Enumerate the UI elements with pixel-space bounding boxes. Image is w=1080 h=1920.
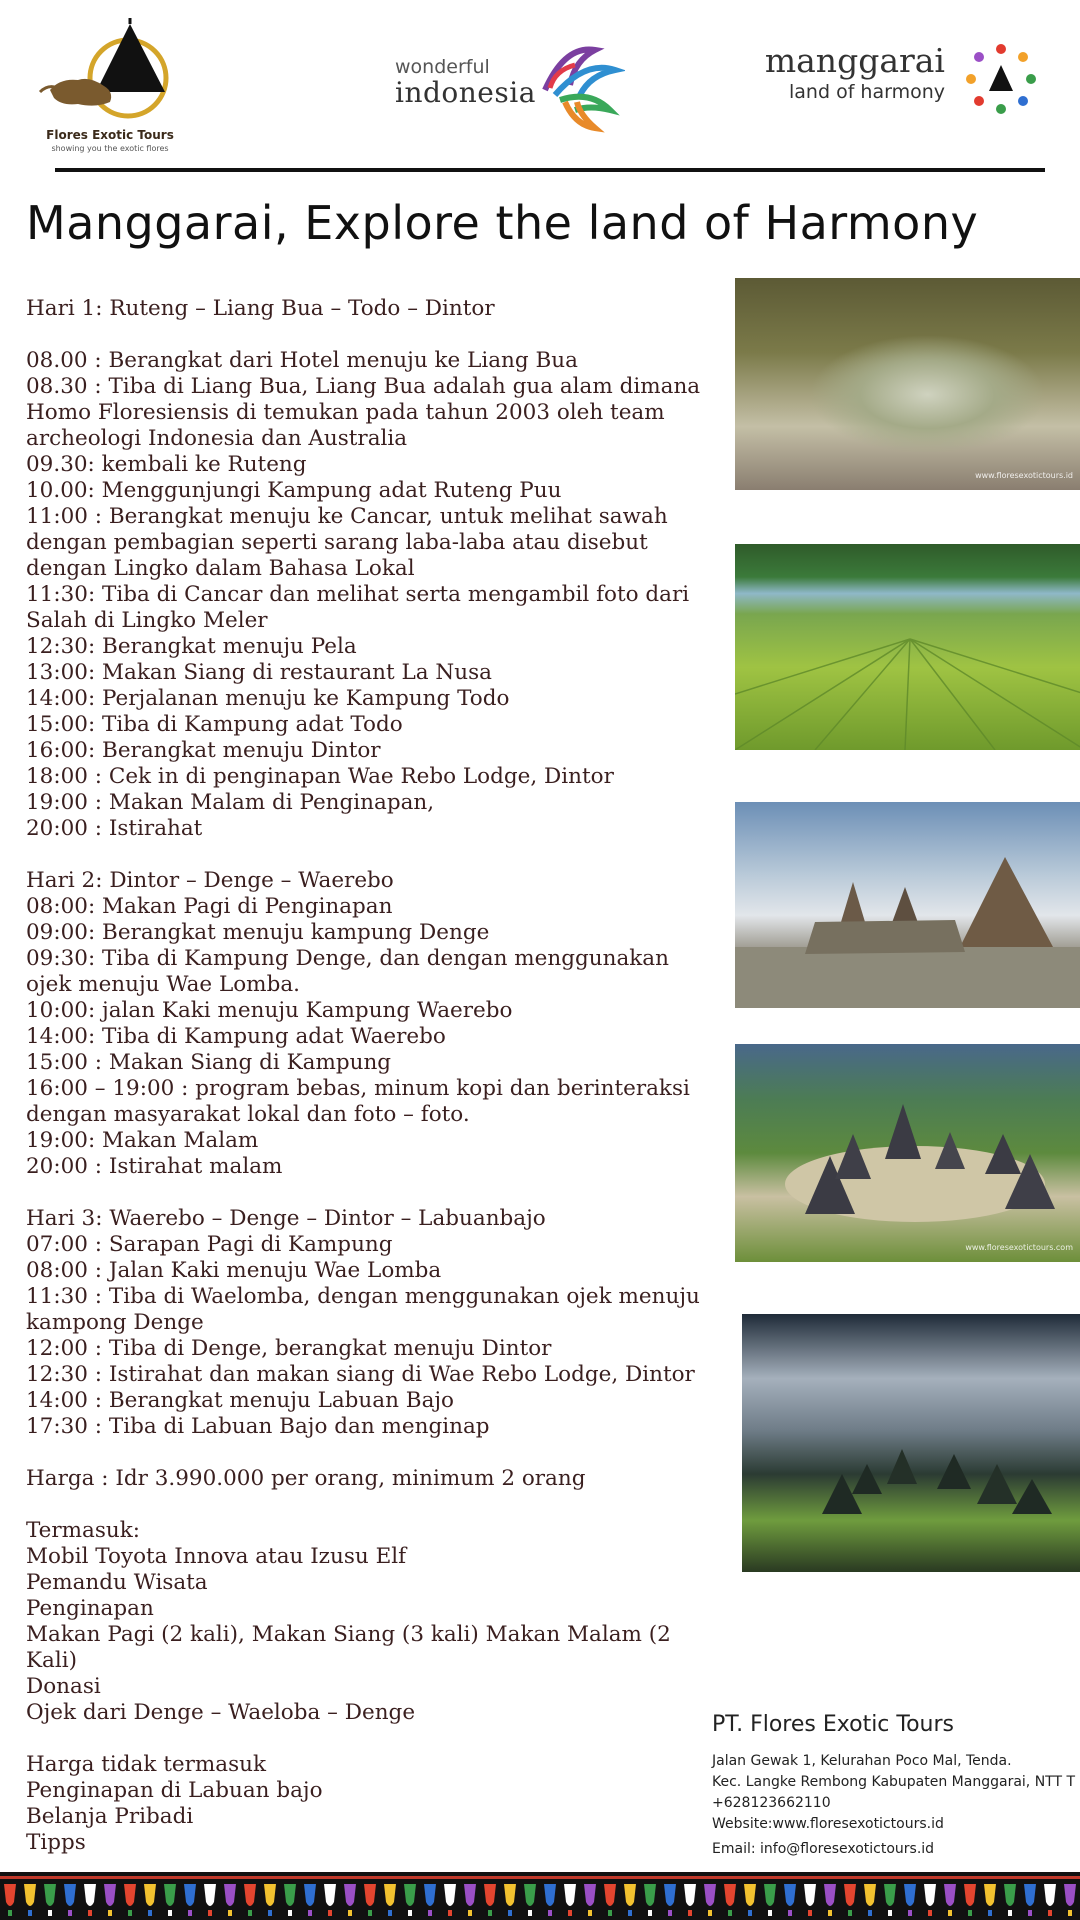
ikat-pattern-icon [0,1872,1080,1920]
day3-schedule [26,1206,716,1440]
excluded-list [26,1752,716,1856]
ikat-motif [384,1884,396,1906]
schedule-line: 08:00: Makan Pagi di Penginapan [26,894,393,919]
schedule-line: 11:30 : Tiba di Waelomba, dengan menggunakan ojek menuju [26,1284,700,1309]
ikat-motif [984,1884,996,1906]
excluded-item: Penginapan di Labuan bajo [26,1778,323,1803]
day1-heading: Hari 1: Ruteng – Liang Bua – Todo – Dintor [26,296,495,321]
schedule-line: 09:00: Berangkat menuju kampung Denge [26,920,490,945]
header-divider [55,168,1045,172]
ikat-motif [204,1884,216,1906]
ikat-motif [804,1884,816,1906]
ikat-motif [624,1884,636,1906]
day2-heading: Hari 2: Dintor – Denge – Waerebo [26,868,394,893]
ikat-motif [564,1884,576,1906]
ikat-motif [484,1884,496,1906]
schedule-line: 14:00: Tiba di Kampung adat Waerebo [26,1024,446,1049]
photo-watermark: www.floresexotictours.id [975,471,1073,480]
ikat-motif [808,1910,812,1916]
garuda-swirl-icon [535,40,625,135]
price-block [26,1466,716,1492]
schedule-line: 13:00: Makan Siang di restaurant La Nusa [26,660,492,685]
ikat-motif [344,1884,356,1906]
price-line: Harga : Idr 3.990.000 per orang, minimum 2 orang [26,1466,586,1491]
schedule-line: 20:00 : Istirahat malam [26,1154,283,1179]
logo-indonesia-text: indonesia [395,76,536,109]
ikat-motif [964,1884,976,1906]
schedule-line: dengan pembagian seperti sarang laba-laba atau disebut [26,530,648,555]
ikat-motif [768,1910,772,1916]
ikat-motif [408,1910,412,1916]
ikat-motif [124,1884,136,1906]
schedule-line: 12:30: Berangkat menuju Pela [26,634,357,659]
schedule-line: 16:00 – 19:00 : program bebas, minum kopi dan berinteraksi [26,1076,690,1101]
day3-heading: Hari 3: Waerebo – Denge – Dintor – Labuanbajo [26,1206,546,1231]
ikat-motif [144,1884,156,1906]
ikat-motif [688,1910,692,1916]
included-item: Pemandu Wisata [26,1570,208,1595]
ikat-motif [208,1910,212,1916]
ikat-motif [8,1910,12,1916]
schedule-line: 16:00: Berangkat menuju Dintor [26,738,381,763]
address-line: Kec. Langke Rembong Kabupaten Manggarai, NTT T [712,1774,1076,1790]
included-item: Mobil Toyota Innova atau Izusu Elf [26,1544,407,1569]
ikat-motif [324,1884,336,1906]
ikat-motif [544,1884,556,1906]
excluded-item: Tipps [26,1830,86,1855]
ikat-motif [304,1884,316,1906]
ikat-motif [348,1910,352,1916]
ikat-motif [848,1910,852,1916]
included-item: Makan Pagi (2 kali), Makan Siang (3 kali) Makan Malam (2 Kali) [26,1622,671,1673]
ikat-motif [24,1884,36,1906]
ikat-motif [1024,1884,1036,1906]
photo-watermark: www.floresexotictours.com [965,1243,1073,1252]
ikat-motif [284,1884,296,1906]
ikat-motif [884,1884,896,1906]
contact-block [712,1712,1080,1860]
excluded-item: Belanja Pribadi [26,1804,194,1829]
ikat-motif [288,1910,292,1916]
logo-brand-name: Flores Exotic Tours [46,128,174,142]
ikat-motif [824,1884,836,1906]
schedule-line: 12:00 : Tiba di Denge, berangkat menuju Dintor [26,1336,552,1361]
ikat-motif [504,1884,516,1906]
ikat-motif [128,1910,132,1916]
manggarai-logo [764,35,1045,125]
schedule-line: 10.00: Menggunjungi Kampung adat Ruteng Puu [26,478,562,503]
waerebo-houses-icon [735,1044,1080,1262]
included-item: Donasi [26,1674,101,1699]
ikat-motif [328,1910,332,1916]
ikat-motif [904,1884,916,1906]
ikat-motif [1004,1884,1016,1906]
included-item: Ojek dari Denge – Waeloba – Denge [26,1700,416,1725]
ikat-motif [684,1884,696,1906]
ikat-motif [1068,1910,1072,1916]
ikat-motif [728,1910,732,1916]
ikat-motif [924,1884,936,1906]
ikat-motif [648,1910,652,1916]
village-aerial-icon [742,1314,1080,1572]
schedule-line: 10:00: jalan Kaki menuju Kampung Waerebo [26,998,513,1023]
schedule-line: 19:00: Makan Malam [26,1128,259,1153]
logo-wonderful-text: wonderful [395,56,490,78]
schedule-line: Homo Floresiensis di temukan pada tahun 2003 oleh team [26,400,665,425]
ikat-motif [164,1884,176,1906]
schedule-line: 19:00 : Makan Malam di Penginapan, [26,790,435,815]
ikat-motif [1064,1884,1076,1906]
ikat-motif [1044,1884,1056,1906]
spider-web-rice-field-photo [735,544,1080,750]
ikat-motif [4,1884,16,1906]
schedule-line: 07:00 : Sarapan Pagi di Kampung [26,1232,393,1257]
ikat-motif [1048,1910,1052,1916]
ikat-motif [928,1910,932,1916]
ikat-motif [944,1884,956,1906]
rice-field-lines-icon [735,544,1080,750]
ikat-motif [48,1910,52,1916]
ikat-motif [68,1910,72,1916]
schedule-line: 14:00: Perjalanan menuju ke Kampung Todo [26,686,510,711]
ikat-motif [388,1910,392,1916]
ikat-motif [64,1884,76,1906]
ikat-motif [608,1910,612,1916]
schedule-line: 15:00: Tiba di Kampung adat Todo [26,712,403,737]
ikat-motif [528,1910,532,1916]
schedule-line: 14:00 : Berangkat menuju Labuan Bajo [26,1388,455,1413]
ikat-motif [104,1884,116,1906]
todo-traditional-houses-photo [735,802,1080,1008]
schedule-line: 08.00 : Berangkat dari Hotel menuju ke Liang Bua [26,348,578,373]
ikat-motif [764,1884,776,1906]
ikat-motif [308,1910,312,1916]
ikat-motif [264,1884,276,1906]
ikat-motif [748,1910,752,1916]
day1-heading-block [26,296,716,322]
schedule-line: dengan masyarakat lokal dan foto – foto. [26,1102,470,1127]
website-link[interactable]: Website:www.floresexotictours.id [712,1816,944,1832]
schedule-line: 18:00 : Cek in di penginapan Wae Rebo Lodge, Dintor [26,764,614,789]
schedule-line: ojek menuju Wae Lomba. [26,972,300,997]
day2-schedule [26,868,716,1180]
ikat-motif [844,1884,856,1906]
ikat-motif [188,1910,192,1916]
ikat-motif [788,1910,792,1916]
ikat-motif [1028,1910,1032,1916]
ikat-motif [88,1910,92,1916]
phone-number: +628123662110 [712,1795,831,1811]
ikat-pattern-footer [0,1872,1080,1920]
ikat-motif [868,1910,872,1916]
company-name: PT. Flores Exotic Tours [712,1712,954,1737]
ikat-motif [228,1910,232,1916]
ikat-motif [464,1884,476,1906]
ikat-motif [644,1884,656,1906]
ikat-motif [548,1910,552,1916]
ikat-motif [584,1884,596,1906]
ikat-motif [784,1884,796,1906]
ikat-motif [908,1910,912,1916]
schedule-line: dengan Lingko dalam Bahasa Lokal [26,556,415,581]
ikat-motif [244,1884,256,1906]
ikat-motif [524,1884,536,1906]
conical-houses-icon [735,802,1080,1008]
ikat-motif [468,1910,472,1916]
ikat-motif [668,1910,672,1916]
buffalo-house-emblem-icon [30,18,190,128]
schedule-line: 12:30 : Istirahat dan makan siang di Wae Rebo Lodge, Dintor [26,1362,695,1387]
ikat-motif [224,1884,236,1906]
page-title: Manggarai, Explore the land of Harmony [26,196,979,250]
schedule-line: 11:30: Tiba di Cancar dan melihat serta mengambil foto dari [26,582,690,607]
itinerary [26,296,716,1882]
included-heading: Termasuk: [26,1518,141,1543]
ikat-motif [184,1884,196,1906]
ikat-motif [448,1910,452,1916]
ikat-motif [724,1884,736,1906]
flores-exotic-tours-logo [30,18,190,158]
schedule-line: Salah di Lingko Meler [26,608,268,633]
included-list [26,1518,716,1726]
schedule-line: 20:00 : Istirahat [26,816,203,841]
ikat-motif [168,1910,172,1916]
ikat-motif [568,1910,572,1916]
ikat-motif [864,1884,876,1906]
ikat-motif [108,1910,112,1916]
ikat-motif [828,1910,832,1916]
address-line: Jalan Gewak 1, Kelurahan Poco Mal, Tenda. [712,1753,1012,1769]
ikat-motif [488,1910,492,1916]
schedule-line: 08:00 : Jalan Kaki menuju Wae Lomba [26,1258,442,1283]
ikat-motif [368,1910,372,1916]
ikat-motif [44,1884,56,1906]
ikat-motif [588,1910,592,1916]
ikat-motif [988,1910,992,1916]
ikat-motif [948,1910,952,1916]
schedule-line: archeologi Indonesia dan Australia [26,426,408,451]
ikat-motif [888,1910,892,1916]
ikat-motif [428,1910,432,1916]
schedule-line: 08.30 : Tiba di Liang Bua, Liang Bua adalah gua alam dimana [26,374,701,399]
ikat-motif [628,1910,632,1916]
schedule-line: 09.30: kembali ke Ruteng [26,452,307,477]
schedule-line: 11:00 : Berangkat menuju ke Cancar, untuk melihat sawah [26,504,668,529]
logo-land-of-harmony-text: land of harmony [789,81,945,103]
ikat-motif [744,1884,756,1906]
ikat-motif [28,1910,32,1916]
liang-bua-cave-photo [735,278,1080,490]
ikat-motif [444,1884,456,1906]
schedule-line: kampong Denge [26,1310,204,1335]
logo-tagline: showing you the exotic flores [51,144,169,153]
ikat-motif [508,1910,512,1916]
ikat-motif [424,1884,436,1906]
schedule-line: 17:30 : Tiba di Labuan Bajo dan menginap [26,1414,490,1439]
people-circle-icon [963,41,1039,117]
ikat-motif [364,1884,376,1906]
excluded-heading: Harga tidak termasuk [26,1752,266,1777]
ikat-motif [1008,1910,1012,1916]
ikat-motif [404,1884,416,1906]
ikat-motif [148,1910,152,1916]
schedule-line: 09:30: Tiba di Kampung Denge, dan dengan menggunakan [26,946,669,971]
schedule-line: 15:00 : Makan Siang di Kampung [26,1050,392,1075]
ikat-motif [708,1910,712,1916]
ikat-motif [968,1910,972,1916]
ikat-motif [84,1884,96,1906]
ikat-motif [704,1884,716,1906]
waerebo-village-photo [735,1044,1080,1262]
included-item: Penginapan [26,1596,154,1621]
waerebo-aerial-photo [742,1314,1080,1572]
day1-schedule [26,348,716,842]
ikat-motif [604,1884,616,1906]
wonderful-indonesia-logo [395,40,625,140]
ikat-motif [664,1884,676,1906]
logo-manggarai-text: manggarai [764,41,945,80]
ikat-motif [268,1910,272,1916]
ikat-motif [248,1910,252,1916]
email-link[interactable]: Email: info@floresexotictours.id [712,1841,935,1857]
